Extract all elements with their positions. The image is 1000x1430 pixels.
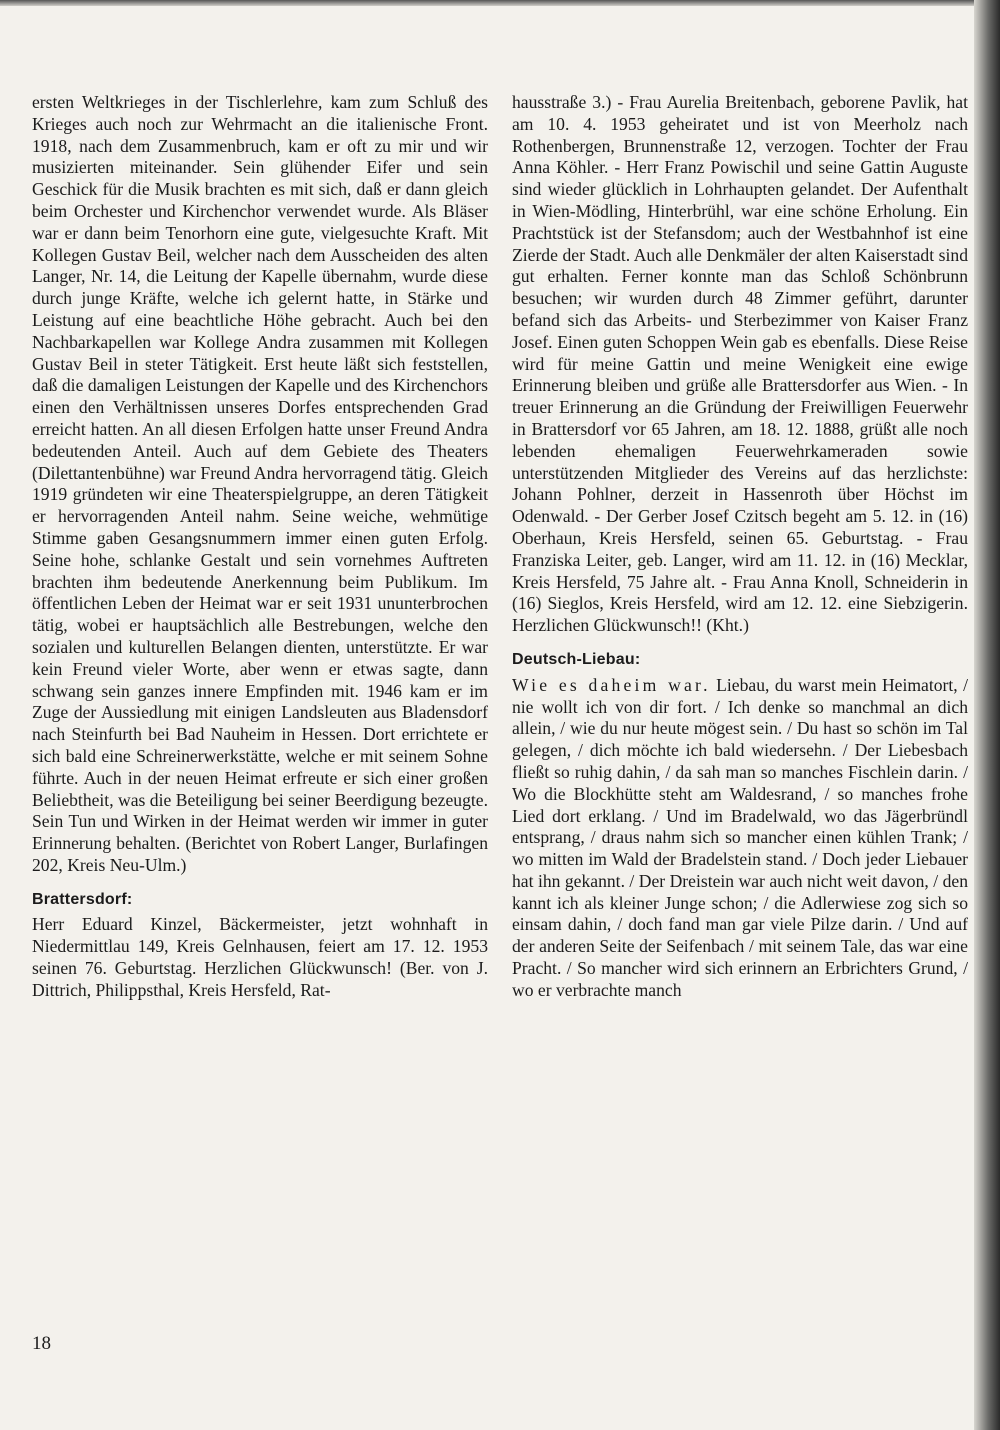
page-binding-shadow: [974, 0, 1000, 1430]
poem-title: Wie es daheim war.: [512, 674, 711, 695]
poem-paragraph: [512, 675, 968, 1002]
news-paragraph: hausstraße 3.) - Frau Aurelia Breitenbach, geborene Pavlik, hat am 10. 4. 1953 geheiratet und ist von Meerholz nach Rothenbergen, Brunnenstraße 12, verzogen. Tochter der Frau Anna Köhler. - Herr Franz Powischil und seine Gattin Auguste sind wieder glücklich in Lohrhaupten gelandet. Der Aufenthalt in Wien-Mödling, Hinterbrühl, war eine schöne Erholung. Ein Prachtstück ist der Stefansdom; auch der Westbahnhof ist eine Zierde der Stadt. Auch alle Denkmäler der alten Kaiserstadt sind gut erhalten. Ferner konnte man das Schloß Schönbrunn besuchen; wir wurden durch 48 Zimmer geführt, darunter befand sich das Arbeits- und Sterbezimmer von Kaiser Franz Josef. Einen guten Schoppen Wein gab es ebenfalls. Diese Reise wird für meine Gattin und meine Wenigkeit eine ewige Erinnerung bleiben und grüße alle Brattersdorfer aus Wien. - In treuer Erinnerung an die Gründung der Freiwilligen Feuerwehr in Brattersdorf vor 65 Jahren, am 18. 12. 1888, grüßt alle noch lebenden ehemaligen Feuerwehrkameraden sowie unterstützenden Mitglieder des Vereins auf das herzlichste: Johann Pohlner, derzeit in Hassenroth über Höchst im Odenwald. - Der Gerber Josef Czitsch begeht am 5. 12. in (16) Oberhaun, Kreis Hersfeld, seinen 65. Geburtstag. - Frau Franziska Leiter, geb. Langer, wird am 11. 12. in (16) Mecklar, Kreis Hersfeld, 75 Jahre alt. - Frau Anna Knoll, Schneiderin in (16) Sieglos, Kreis Hersfeld, wird am 12. 12. eine Siebzigerin. Herzlichen Glückwunsch!! (Kht.): [512, 92, 968, 636]
brattersdorf-paragraph: Herr Eduard Kinzel, Bäckermeister, jetzt wohnhaft in Niedermittlau 149, Kreis Gelnhausen, feiert am 17. 12. 1953 seinen 76. Geburtstag. Herzlichen Glückwunsch! (Ber. von J. Dittrich, Philippsthal, Kreis Hersfeld, Rat-: [32, 914, 488, 1000]
section-heading-brattersdorf: Brattersdorf:: [32, 890, 133, 908]
poem-text: Liebau, du warst mein Heimatort, / nie wollt ich von dir fort. / Ich denke so manchmal an dich allein, / wie du nur heute mögest sein. / Du hast so schön im Tal gelegen, / dich möchte ich bald wiedersehn. / Der Liebesbach fließt so ruhig dahin, / da sah man so manches Fischlein darin. / Wo die Blockhütte steht am Waldesrand, / so manches frohe Lied dort erklang. / Und im Bradelwald, wo das Jägerbründl entsprang, / draus nahm sich so mancher einen kühlen Trank; / wo mitten im Wald der Bradelstein stand. / Doch jeder Liebauer hat ihn gekannt. / Der Dreistein war auch nicht weit davon, / den kannt ich als kleiner Junge schon; / die Adlerwiese zog sich so einsam dahin, / doch fand man gar viele Pilze darin. / Und auf der anderen Seite der Seifenbach / mit seinem Tale, das war eine Pracht. / So mancher wird sich erinnern an Erbrichters Grund, / wo er verbrachte manch: [512, 674, 969, 1000]
section-heading-deutsch-liebau: Deutsch-Liebau:: [512, 650, 641, 668]
right-column: [512, 92, 968, 1002]
obituary-paragraph: ersten Weltkrieges in der Tischlerlehre, kam zum Schluß des Krieges auch noch zur Wehrmacht an die italienische Front. 1918, nach dem Zusammenbruch, kam er oft zu mir und wir musizierten miteinander. Sein glühender Eifer und sein Geschick für die Musik brachten es mit sich, daß er dann gleich beim Orchester und Kirchenchor verwendet wurde. Als Bläser war er dann beim Tenorhorn eine gute, vielgesuchte Kraft. Mit Kollegen Gustav Beil, welcher nach dem Ausscheiden des alten Langer, Nr. 14, die Leitung der Kapelle übernahm, wurde diese durch junge Kräfte, welche ich gelernt hatte, in Stärke und Leistung auf eine beachtliche Höhe gebracht. Auch bei den Nachbarkapellen war Kollege Andra zusammen mit Kollegen Gustav Beil in steter Tätigkeit. Erst heute läßt sich feststellen, daß die damaligen Leistungen der Kapelle und des Kirchenchors einen den Verhältnissen unseres Dorfes entsprechenden Grad erreicht hatten. An all diesen Erfolgen hatte unser Freund Andra bedeutenden Anteil. Auch auf dem Gebiete des Theaters (Dilettantenbühne) war Freund Andra hervorragend tätig. Gleich 1919 gründeten wir eine Theaterspielgruppe, an deren Tätigkeit er hervorragenden Anteil nahm. Seine weiche, wehmütige Stimme gaben Gesangsnummern immer einen guten Erfolg. Seine hohe, schlanke Gestalt und sein vornehmes Auftreten brachten ihm bedeutende Anerkennung beim Publikum. Im öffentlichen Leben der Heimat war er seit 1931 ununterbrochen tätig, wobei er hauptsächlich alle Bestrebungen, welche den sozialen und kulturellen Belangen dienten, unterstützte. Er war kein Freund vieler Worte, aber wenn er etwas sagte, dann schwang sein ganzes innere Empfinden mit. 1946 kam er im Zuge der Aussiedlung mit einigen Landsleuten aus Bladensdorf nach Steinfurth bei Bad Nauheim in Hessen. Dort errichtete er sich bald eine Schreinerwerkstätte, welche er mit seinem Sohne führte. Auch in der neuen Heimat erfreute er sich einer großen Beliebtheit, was die Beteiligung bei seiner Beerdigung bezeugte. Sein Tun und Wirken in der Heimat werden wir immer in guter Erinnerung behalten. (Berichtet von Robert Langer, Burlafingen 202, Kreis Neu-Ulm.): [32, 92, 488, 875]
page-top-edge: [0, 0, 1000, 6]
left-column: [32, 92, 488, 1002]
page-number: 18: [32, 1333, 51, 1354]
